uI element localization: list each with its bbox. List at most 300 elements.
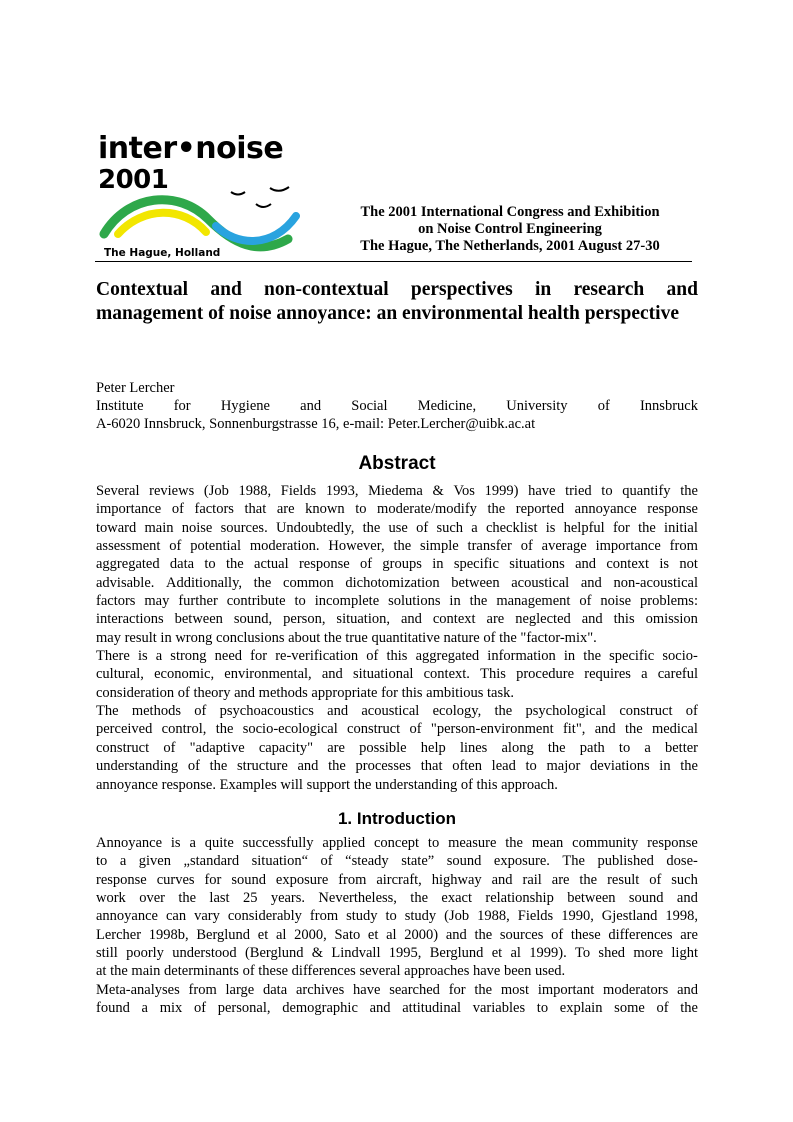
word: situation“ xyxy=(251,853,309,870)
text-line xyxy=(96,944,698,962)
word: annoyance xyxy=(574,501,637,518)
word: incomplete xyxy=(314,593,380,610)
word: environmental, xyxy=(224,666,312,683)
word: major xyxy=(546,758,581,775)
word: of xyxy=(649,871,662,888)
word: situational xyxy=(353,666,414,683)
word: that xyxy=(244,501,267,518)
word: 1993, xyxy=(325,483,359,499)
word: Berglund xyxy=(429,945,484,962)
word: large xyxy=(225,981,255,998)
word: a xyxy=(141,1000,148,1017)
word: the xyxy=(362,519,381,536)
word: factors xyxy=(194,501,234,518)
word: specific xyxy=(453,556,499,573)
word: this xyxy=(613,611,635,628)
word: quite xyxy=(204,835,234,851)
word: of xyxy=(551,926,564,943)
word: solutions xyxy=(388,593,441,610)
word: response xyxy=(647,835,698,851)
word: not xyxy=(679,556,698,573)
word: over xyxy=(139,890,165,907)
text-line xyxy=(96,537,698,555)
word: "person-environment xyxy=(430,721,554,738)
word: socio- xyxy=(662,648,698,665)
word: are xyxy=(276,501,295,518)
word: archives xyxy=(295,981,345,998)
text-line: at the main determinants of these differences several approaches have been used. xyxy=(96,963,566,980)
word: can xyxy=(165,908,187,925)
word: sources xyxy=(499,926,544,943)
word: factors xyxy=(96,593,136,610)
word: the xyxy=(680,483,698,499)
word: Medicine, xyxy=(417,398,477,414)
word: The xyxy=(96,703,119,720)
word: (Berglund xyxy=(244,945,304,962)
word: for xyxy=(173,398,191,414)
word: 1988, xyxy=(477,908,510,925)
logo-smile-3 xyxy=(256,204,271,207)
word: community xyxy=(572,835,639,851)
logo-year: 2001 xyxy=(98,165,169,195)
word: searched xyxy=(389,981,440,998)
word: dichotomization xyxy=(345,574,440,591)
text-line xyxy=(96,519,698,537)
word: are xyxy=(327,739,345,756)
word: to xyxy=(525,758,537,775)
word: of xyxy=(171,501,184,518)
word: considerably xyxy=(227,908,302,925)
word: from xyxy=(188,981,217,998)
word: and xyxy=(491,871,513,888)
word: in xyxy=(432,556,444,573)
word: importance xyxy=(595,538,661,555)
word: mean xyxy=(531,835,564,851)
word: published xyxy=(597,853,654,870)
word: research xyxy=(573,279,645,300)
word: This xyxy=(480,666,506,683)
word: and xyxy=(666,279,698,300)
word: demographic xyxy=(282,1000,358,1017)
conference-logo xyxy=(98,131,323,262)
word: 1999) xyxy=(484,483,519,499)
word: along xyxy=(501,739,534,756)
word: noise xyxy=(600,593,632,610)
word: & xyxy=(311,945,324,962)
author-affiliation xyxy=(96,397,698,415)
word: most xyxy=(500,981,530,998)
word: common xyxy=(283,574,334,591)
word: found xyxy=(96,1000,130,1017)
word: Gjestland xyxy=(601,908,658,925)
word: and xyxy=(581,611,603,628)
word: from xyxy=(338,871,367,888)
word: important xyxy=(537,981,595,998)
word: response xyxy=(96,871,147,888)
word: such xyxy=(436,519,464,536)
word: 1998b, xyxy=(148,926,189,943)
word: aggregated xyxy=(415,648,480,665)
word: the xyxy=(469,593,488,610)
word: psychological xyxy=(525,703,607,720)
word: Fields xyxy=(280,483,317,499)
text-line xyxy=(96,926,698,944)
word: exposure xyxy=(275,871,329,888)
word: may xyxy=(144,593,170,610)
word: to xyxy=(427,835,440,851)
word: variables xyxy=(472,1000,526,1017)
paper-title xyxy=(96,278,698,326)
word: perspectives xyxy=(410,279,513,300)
word: situations xyxy=(509,556,565,573)
word: a xyxy=(644,739,651,756)
logo-wave-art xyxy=(98,134,323,262)
word: given xyxy=(138,853,171,870)
word: assessment xyxy=(96,538,161,555)
word: lines xyxy=(459,739,488,756)
word: personal, xyxy=(217,1000,271,1017)
word: work xyxy=(96,890,126,907)
word: the xyxy=(505,835,523,851)
word: are xyxy=(551,871,570,888)
word: groups xyxy=(382,556,422,573)
word: the xyxy=(583,648,602,665)
word: 2000, xyxy=(294,926,327,943)
conference-line: on Noise Control Engineering xyxy=(418,221,602,237)
word: moderators xyxy=(603,981,669,998)
word: is xyxy=(137,648,148,665)
word: Vos xyxy=(453,483,475,499)
text-line xyxy=(96,720,698,738)
word: "adaptive xyxy=(189,739,245,756)
word: control, xyxy=(161,721,207,738)
word: the xyxy=(624,721,643,738)
word: highway xyxy=(431,871,482,888)
word: some xyxy=(614,1000,645,1017)
text-line xyxy=(96,907,698,925)
word: capacity" xyxy=(258,739,314,756)
word: “steady xyxy=(345,853,389,870)
text-line xyxy=(96,702,698,720)
word: of xyxy=(685,703,698,720)
word: However, xyxy=(328,538,385,555)
word: checklist xyxy=(485,519,538,536)
word: construct xyxy=(96,739,150,756)
word: and xyxy=(300,398,322,414)
text-line xyxy=(96,665,698,683)
word: procedure xyxy=(516,666,575,683)
word: a xyxy=(119,853,127,870)
word: known xyxy=(305,501,345,518)
word: light xyxy=(671,945,698,962)
word: in xyxy=(449,593,461,610)
word: this xyxy=(386,648,408,665)
word: of xyxy=(193,1000,207,1017)
logo-smile-1 xyxy=(231,192,245,195)
word: strong xyxy=(170,648,207,665)
word: to xyxy=(536,1000,549,1017)
word: the xyxy=(638,519,656,536)
word: sound xyxy=(628,890,664,907)
word: et xyxy=(367,926,379,943)
text-line xyxy=(96,482,698,500)
word: Sato xyxy=(334,926,361,943)
word: Several xyxy=(96,483,140,499)
word: re-verification xyxy=(275,648,359,665)
title-line xyxy=(96,278,698,302)
word: and xyxy=(580,574,602,591)
word: the xyxy=(494,703,513,720)
word: (Job xyxy=(203,483,229,499)
word: successfully xyxy=(242,835,314,851)
word: path xyxy=(579,739,605,756)
word: to xyxy=(96,853,108,870)
word: have xyxy=(528,483,556,499)
introduction-body xyxy=(96,834,698,1017)
word: reported xyxy=(515,501,565,518)
word: often xyxy=(452,758,482,775)
word: the xyxy=(253,574,272,591)
word: management xyxy=(496,593,571,610)
word: al xyxy=(510,945,521,962)
word: actual xyxy=(254,556,289,573)
word: these xyxy=(570,926,601,943)
word: of xyxy=(366,648,379,665)
word: Social xyxy=(351,398,388,414)
word: person, xyxy=(283,611,326,628)
text-line xyxy=(96,739,698,757)
word: applied xyxy=(322,835,366,851)
word: Additionally, xyxy=(166,574,243,591)
word: structure xyxy=(237,758,288,775)
word: are xyxy=(486,611,505,628)
word: 1995, xyxy=(388,945,422,962)
word: and xyxy=(321,666,343,683)
word: shed xyxy=(598,945,626,962)
word: to xyxy=(601,483,613,499)
word: rail xyxy=(522,871,542,888)
word: of xyxy=(360,556,373,573)
word: tried xyxy=(565,483,592,499)
word: acoustical xyxy=(361,703,420,720)
word: initial xyxy=(664,519,698,536)
word: to xyxy=(385,908,397,925)
text-line: may result in wrong conclusions about the true quantitative nature of the "factor-mix". xyxy=(96,629,597,646)
word: understood xyxy=(172,945,237,962)
word: and xyxy=(575,556,597,573)
word: and xyxy=(677,981,698,998)
text-line xyxy=(96,574,698,592)
word: in xyxy=(563,648,576,665)
text-line xyxy=(96,834,698,852)
word: fit", xyxy=(562,721,586,738)
title-line: management of noise annoyance: an environmental health perspective xyxy=(96,303,679,324)
word: context xyxy=(606,556,650,573)
word: (Job xyxy=(444,908,470,925)
author-address: A-6020 Innsbruck, Sonnenburgstrasse 16, e-mail: Peter.Lercher@uibk.ac.at xyxy=(96,416,536,432)
word: of xyxy=(579,593,592,610)
word: to xyxy=(204,556,216,573)
word: response xyxy=(298,556,350,573)
header-rule xyxy=(95,261,692,262)
word: Nevertheless, xyxy=(318,890,397,907)
text-line xyxy=(96,647,698,665)
word: further xyxy=(178,593,218,610)
word: of xyxy=(409,721,422,738)
word: 2000) xyxy=(404,926,439,943)
word: a xyxy=(189,835,196,851)
word: to xyxy=(618,739,631,756)
word: that xyxy=(420,758,443,775)
word: study xyxy=(346,908,378,925)
word: Lercher xyxy=(96,926,142,943)
word: socio-ecological xyxy=(242,721,338,738)
word: 1998, xyxy=(665,908,698,925)
word: et xyxy=(491,945,503,962)
word: of xyxy=(656,1000,669,1017)
word: need xyxy=(214,648,243,665)
word: perceived xyxy=(96,721,153,738)
word: Hygiene xyxy=(220,398,270,414)
word: and xyxy=(297,758,319,775)
word: annoyance xyxy=(96,908,158,925)
logo-smile-2 xyxy=(270,187,289,191)
word: of xyxy=(320,853,333,870)
word: curves xyxy=(156,871,195,888)
abstract-heading: Abstract xyxy=(358,453,436,474)
word: advisable. xyxy=(96,574,155,591)
word: still xyxy=(96,945,118,962)
text-line xyxy=(96,555,698,573)
text-line xyxy=(96,999,698,1017)
word: 25 xyxy=(242,890,258,907)
text-line xyxy=(96,852,698,870)
word: processes xyxy=(355,758,412,775)
word: al xyxy=(275,926,287,943)
word: more xyxy=(633,945,664,962)
word: and xyxy=(594,721,616,738)
word: such xyxy=(671,871,698,888)
word: situation, xyxy=(336,611,390,628)
word: transfer xyxy=(467,538,512,555)
word: potential xyxy=(190,538,241,555)
word: Lindvall xyxy=(331,945,381,962)
word: Institute xyxy=(96,398,144,414)
author-block xyxy=(96,379,698,433)
word: construct xyxy=(619,703,673,720)
word: the xyxy=(474,926,493,943)
word: better xyxy=(664,739,698,756)
word: understanding xyxy=(96,758,179,775)
word: & xyxy=(432,483,444,499)
word: a xyxy=(471,519,478,536)
word: methods xyxy=(131,703,181,720)
word: is xyxy=(659,556,670,573)
word: Undoubtedly, xyxy=(275,519,355,536)
word: years. xyxy=(270,890,306,907)
word: of xyxy=(597,398,610,414)
word: „standard xyxy=(183,853,240,870)
word: is xyxy=(545,519,556,536)
word: sound xyxy=(231,871,266,888)
word: between xyxy=(451,574,500,591)
word: neglected xyxy=(515,611,571,628)
word: the xyxy=(579,871,598,888)
word: contribute xyxy=(226,593,286,610)
word: dose- xyxy=(666,853,698,870)
word: information xyxy=(487,648,556,665)
word: attitudinal xyxy=(402,1000,462,1017)
word: of xyxy=(194,703,207,720)
word: of xyxy=(163,739,176,756)
word: The xyxy=(562,853,585,870)
logo-wave-yellow xyxy=(118,213,206,234)
word: the xyxy=(547,739,566,756)
word: average xyxy=(541,538,587,555)
word: aircraft, xyxy=(376,871,422,888)
word: Meta-analyses xyxy=(96,981,180,998)
word: a xyxy=(641,666,648,683)
word: noise xyxy=(181,519,213,536)
word: are xyxy=(680,926,698,943)
word: 1990, xyxy=(561,908,594,925)
word: vary xyxy=(194,908,220,925)
text-line xyxy=(96,757,698,775)
conference-info xyxy=(330,204,690,255)
word: data xyxy=(263,981,288,998)
word: toward xyxy=(96,519,137,536)
word: between xyxy=(174,611,223,628)
word: have xyxy=(353,981,381,998)
word: Annoyance xyxy=(96,835,163,851)
word: non-acoustical xyxy=(613,574,698,591)
text-line xyxy=(96,889,698,907)
word: measure xyxy=(448,835,497,851)
word: Miedema xyxy=(368,483,423,499)
word: for xyxy=(448,981,466,998)
word: To xyxy=(575,945,591,962)
word: non-contextual xyxy=(264,279,389,300)
word: exposure. xyxy=(493,853,550,870)
word: use xyxy=(388,519,408,536)
word: deviations xyxy=(590,758,650,775)
word: and xyxy=(445,926,467,943)
word: economic, xyxy=(154,666,215,683)
word: the xyxy=(680,1000,698,1017)
word: poorly xyxy=(126,945,164,962)
word: sources. xyxy=(220,519,268,536)
word: There xyxy=(96,648,130,665)
abstract-body xyxy=(96,482,698,794)
word: exact xyxy=(441,890,472,907)
word: in xyxy=(659,758,671,775)
word: to xyxy=(294,593,306,610)
word: context. xyxy=(423,666,470,683)
text-line xyxy=(96,500,698,518)
word: Berglund xyxy=(196,926,251,943)
word: relationship xyxy=(485,890,554,907)
word: ecology, xyxy=(432,703,482,720)
word: from xyxy=(309,908,339,925)
word: the xyxy=(225,556,244,573)
word: possible xyxy=(359,739,407,756)
word: Fields xyxy=(517,908,554,925)
word: for xyxy=(612,519,630,536)
word: construct xyxy=(347,721,401,738)
word: of xyxy=(520,538,533,555)
text-line: annoyance response. Examples will support the understanding of this approach. xyxy=(96,776,558,793)
word: for xyxy=(250,648,268,665)
